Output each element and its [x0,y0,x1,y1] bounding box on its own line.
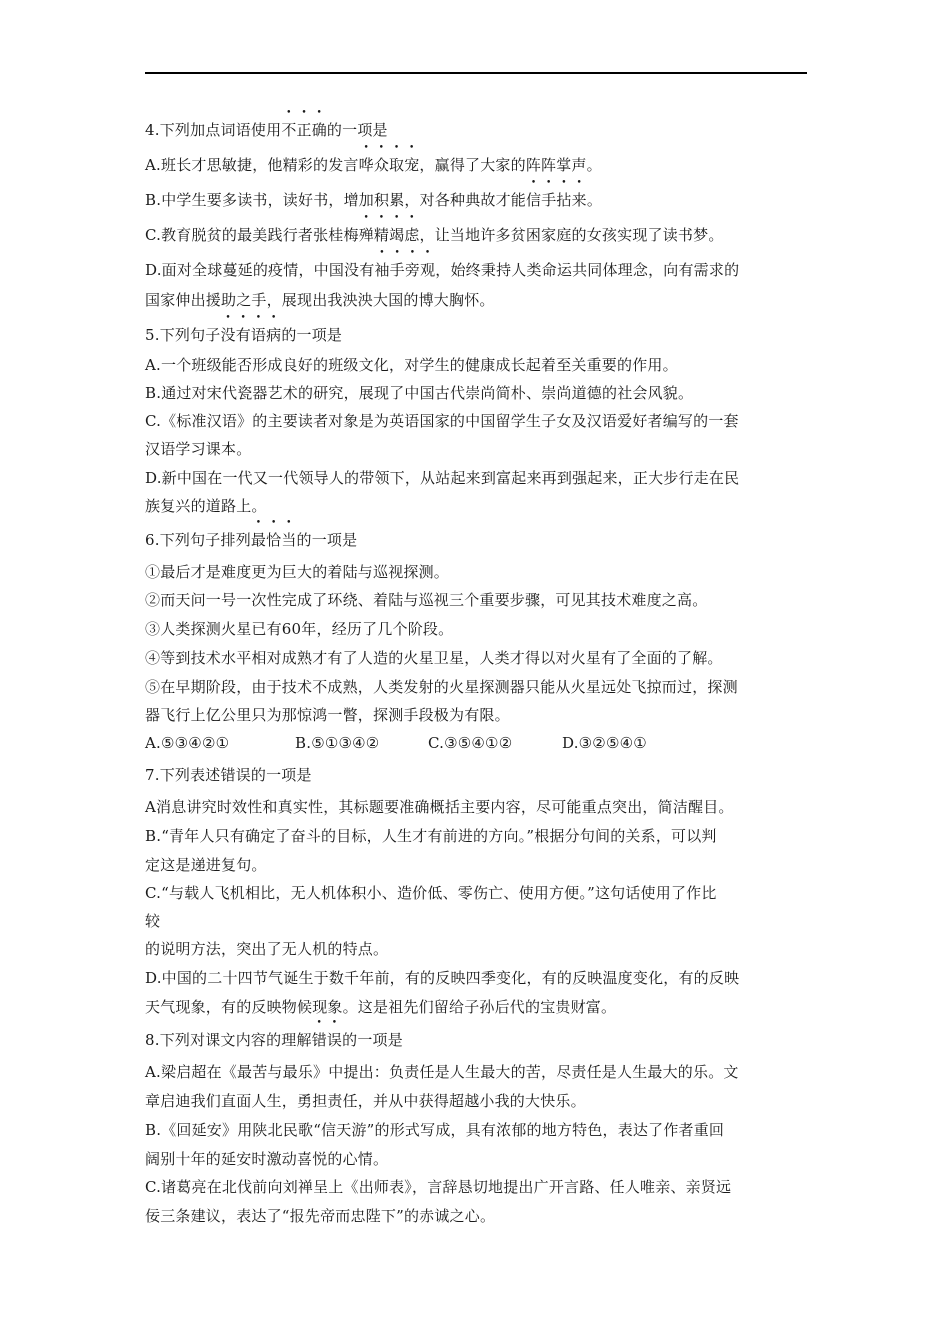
q4-option-d: D.面对全球蔓延的疫情，中国没有袖手旁观，始终秉持人类命运共同体理念，向有需求的 [145,261,740,279]
q7-option-d: D.中国的二十四节气诞生于数千年前，有的反映四季变化，有的反映温度变化，有的反映 [145,969,740,987]
q5-option-a: A.一个班级能否形成良好的班级文化，对学生的健康成长起着至关重要的作用。 [145,356,678,374]
emphasis-dots: 哗众取宠 [358,156,420,174]
emphasis-dots: 不正确 [281,121,327,139]
q5-option-d-cont: 族复兴的道路上。 [145,497,267,515]
q5-option-c-cont: 汉语学习课本。 [145,440,252,458]
q6-sentence-5: ⑤在早期阶段，由于技术不成熟，人类发射的火星探测器只能从火星远处飞掠而过，探测 [145,678,738,696]
emphasis-dots: 错误 [311,1031,343,1049]
q5-stem: 5.下列句子没有语病的一项是 [145,326,343,344]
q6-sentence-4: ④等到技术水平相对成熟才有了人造的火星卫星，人类才得以对火星有了全面的了解。 [145,649,723,667]
emphasis-dots: 殚精竭虑 [358,226,420,244]
q6-sentence-2: ②而天问一号一次性完成了环绕、着陆与巡视三个重要步骤，可见其技术难度之高。 [145,591,708,609]
q7-option-a: A消息讲究时效性和真实性，其标题要准确概括主要内容，尽可能重点突出，简洁醒目。 [145,798,734,816]
q7-option-d-cont: 天气现象，有的反映物候现象。这是祖先们留给子孙后代的宝贵财富。 [145,998,617,1016]
emphasis-dots: 没有语病 [220,326,282,344]
q4-option-d-cont: 国家伸出援助之手，展现出我泱泱大国的博大胸怀。 [145,291,495,309]
q8-option-c-cont: 佞三条建议，表达了“报先帝而忠陛下”的赤诚之心。 [145,1207,496,1225]
q6-stem: 6.下列句子排列最恰当的一项是 [145,531,358,549]
q4-option-a: A.班长才思敏捷，他精彩的发言哗众取宠，赢得了大家的阵阵掌声。 [145,156,602,174]
q7-option-c-cont2: 的说明方法，突出了无人机的特点。 [145,940,389,958]
q8-option-b: B.《回延安》用陕北民歌“信天游”的形式写成，具有浓郁的地方特色，表达了作者重回 [145,1121,725,1139]
emphasis-dots: 信手拈来 [526,191,587,209]
q6-sentence-3: ③人类探测火星已有60年，经历了几个阶段。 [145,620,454,638]
q6-option-a: A.⑤③④②① [145,734,230,752]
q7-option-c-cont: 较 [145,912,161,930]
header-rule [145,72,807,74]
q8-option-a: A.梁启超在《最苦与最乐》中提出：负责任是人生最大的苦，尽责任是人生最大的乐。文 [145,1063,739,1081]
q7-option-b-cont: 定这是递进复句。 [145,856,267,874]
q6-option-c: C.③⑤④①② [428,734,513,752]
q4-option-b: B.中学生要多读书，读好书，增加积累，对各种典故才能信手拈来。 [145,191,603,209]
emphasis-dots: 最恰当 [250,531,297,549]
q8-option-a-cont: 章启迪我们直面人生，勇担责任，并从中获得超越小我的大快乐。 [145,1092,586,1110]
q7-option-c: C.“与载人飞机相比，无人机体积小、造价低、零伤亡、使用方便。”这句话使用了作比 [145,884,717,902]
q5-option-c: C.《标准汉语》的主要读者对象是为英语国家的中国留学生子女及汉语爱好者编写的一套 [145,412,739,430]
q7-stem: 7.下列表述错误的一项是 [145,766,312,784]
q5-option-b: B.通过对宋代瓷器艺术的研究，展现了中国古代崇尚简朴、崇尚道德的社会风貌。 [145,384,694,402]
q5-option-d: D.新中国在一代又一代领导人的带领下，从站起来到富起来再到强起来，正大步行走在民 [145,469,740,487]
q6-sentence-1: ①最后才是难度更为巨大的着陆与巡视探测。 [145,563,450,581]
emphasis-dots: 袖手旁观 [374,261,436,279]
q6-option-b: B.⑤①③④② [295,734,380,752]
q6-option-d: D.③②⑤④① [562,734,647,752]
q4-stem: 4.下列加点词语使用不正确的一项是 [145,121,388,139]
q8-option-b-cont: 阔别十年的延安时激动喜悦的心情。 [145,1150,389,1168]
q4-option-c: C.教育脱贫的最美践行者张桂梅殚精竭虑，让当地许多贫困家庭的女孩实现了读书梦。 [145,226,724,244]
q6-options [145,733,810,753]
q7-option-b: B.“青年人只有确定了奋斗的目标，人生才有前进的方向。”根据分句间的关系，可以判 [145,827,717,845]
q8-stem: 8.下列对课文内容的理解错误的一项是 [145,1031,403,1049]
q6-sentence-5-cont: 器飞行上亿公里只为那惊鸿一瞥，探测手段极为有限。 [145,706,510,724]
q8-option-c: C.诸葛亮在北伐前向刘禅呈上《出师表》，言辞恳切地提出广开言路、任人唯亲、亲贤远 [145,1178,732,1196]
